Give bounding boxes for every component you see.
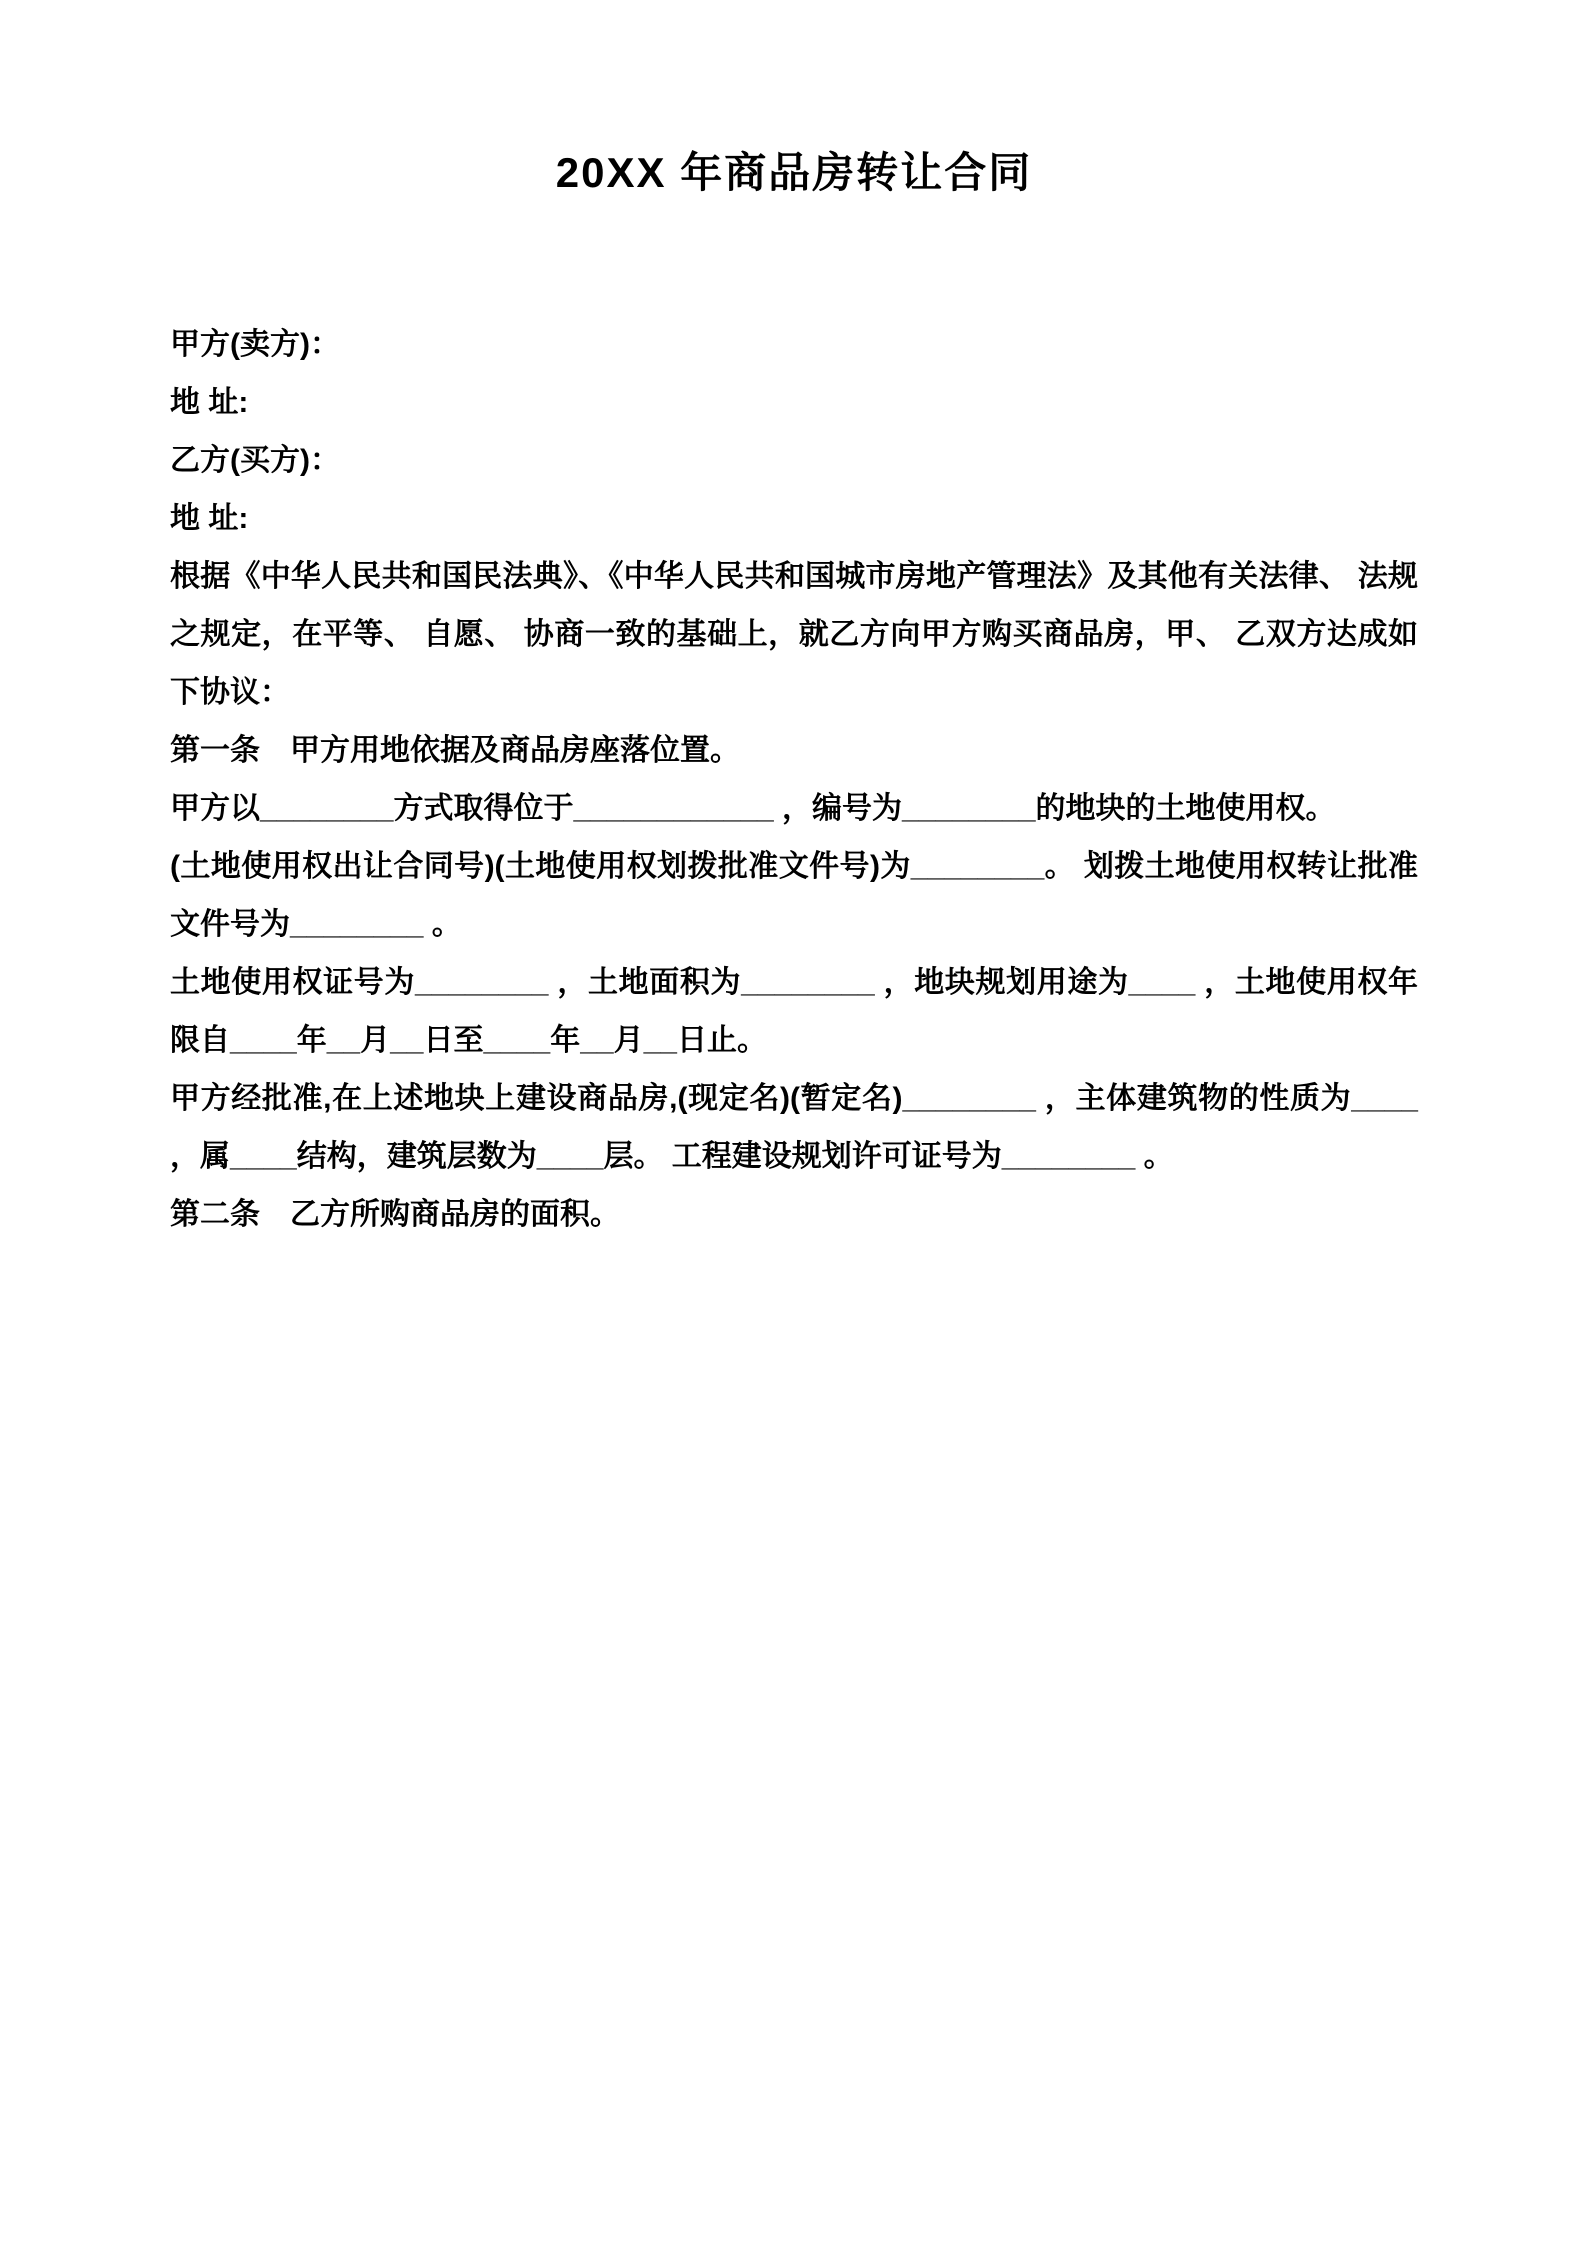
party-a-line: 甲方(卖方)： (170, 328, 340, 362)
article-1-clause-4: 甲方经批准,在上述地块上建设商品房,(现定名)(暂定名)________ ，主体建筑物的性质为____ ，属____结构，建筑层数为____层。 工程建设规划许可证号为________ 。 (170, 1082, 1418, 1174)
party-b-address: 地 址: (170, 502, 249, 536)
party-a-address: 地 址: (170, 386, 249, 420)
document-body (170, 316, 1418, 1244)
article-1-heading: 第一条 甲方用地依据及商品房座落位置。 (170, 734, 740, 768)
party-b-line: 乙方(买方)： (170, 444, 340, 478)
document-title: 20XX 年商品房转让合同 (555, 149, 1033, 196)
article-1-clause-3: 土地使用权证号为________ ，土地面积为________ ，地块规划用途为____ ，土地使用权年限自____年__月__日至____年__月__日止。 (170, 966, 1418, 1058)
article-2-heading: 第二条 乙方所购商品房的面积。 (170, 1198, 620, 1232)
preamble-paragraph: 根据《中华人民共和国民法典》、《中华人民共和国城市房地产管理法》及其他有关法律、 法规之规定，在平等、 自愿、 协商一致的基础上，就乙方向甲方购买商品房，甲、 乙双方达成如下协议： (170, 560, 1418, 710)
article-1-clause-1: 甲方以________方式取得位于____________ ，编号为________的地块的土地使用权。 (170, 792, 1336, 826)
article-1-clause-2: (土地使用权出让合同号)(土地使用权划拨批准文件号)为________。 划拨土地使用权转让批准文件号为________ 。 (170, 850, 1418, 942)
